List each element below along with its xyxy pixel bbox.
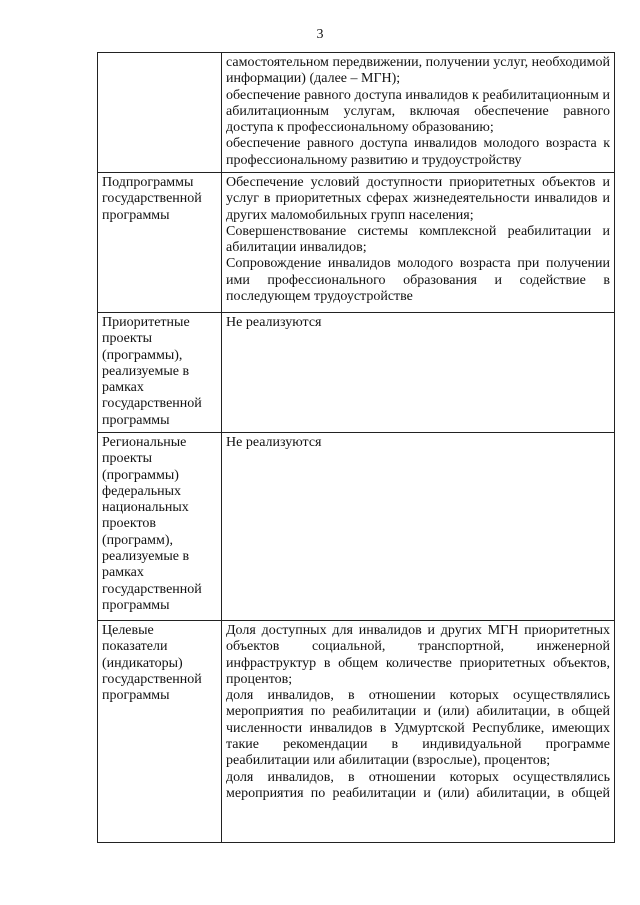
content-paragraph: самостоятельном передвижении, получении услуг, необходимой информации) (далее – МГН); xyxy=(226,55,610,87)
table-row xyxy=(98,173,615,313)
row-label: Подпрограммы государственной программы xyxy=(98,173,222,313)
content-paragraph: Сопровождение инвалидов молодого возраста при получении ими профессионального образования и содействие в последующем трудоустройстве xyxy=(226,256,610,305)
table-row xyxy=(98,53,615,173)
content-paragraph: Не реализуются xyxy=(226,435,322,450)
page-number: 3 xyxy=(316,27,324,42)
content-paragraph: Обеспечение условий доступности приоритетных объектов и услуг в приоритетных сферах жизнедеятельности инвалидов и других маломобильных групп населения; xyxy=(226,175,610,223)
row-content xyxy=(222,621,615,843)
content-paragraph: Не реализуются xyxy=(226,315,322,330)
row-label: Целевые показатели (индикаторы) государственной программы xyxy=(98,621,222,843)
row-content xyxy=(222,433,615,621)
content-paragraph: Доля доступных для инвалидов и других МГН приоритетных объектов социальной, транспортной, инженерной инфраструктур в общем количестве приоритетных объектов, процентов; xyxy=(226,623,610,687)
content-paragraph: обеспечение равного доступа инвалидов к реабилитационным и абилитационным услугам, включая обеспечение равного доступа к профессиональному образованию; xyxy=(226,87,610,136)
row-label: Региональные проекты (программы) федеральных национальных проектов (программ), реализуемые в рамках государственной программы xyxy=(98,433,222,621)
row-content xyxy=(222,173,615,313)
row-content xyxy=(222,53,615,173)
content-paragraph: доля инвалидов, в отношении которых осуществлялись мероприятия по реабилитации и (или) абилитации, в общей xyxy=(226,769,610,801)
table-row xyxy=(98,621,615,843)
program-passport-table xyxy=(97,52,615,843)
table-row xyxy=(98,313,615,433)
content-paragraph: доля инвалидов, в отношении которых осуществлялись мероприятия по реабилитации и (или) абилитации, в общей численности инвалидов в Удмуртской Республике, имеющих такие рекомендации в индивидуальной программе реабилитации или абилитации (взрослые), процентов; xyxy=(226,688,610,769)
content-paragraph: Совершенствование системы комплексной реабилитации и абилитации инвалидов; xyxy=(226,223,610,256)
row-label xyxy=(98,53,222,173)
table-row xyxy=(98,433,615,621)
content-paragraph: обеспечение равного доступа инвалидов молодого возраста к профессиональному развитию и трудоустройству xyxy=(226,136,610,168)
row-content xyxy=(222,313,615,433)
row-label: Приоритетные проекты (программы), реализуемые в рамках государственной программы xyxy=(98,313,222,433)
